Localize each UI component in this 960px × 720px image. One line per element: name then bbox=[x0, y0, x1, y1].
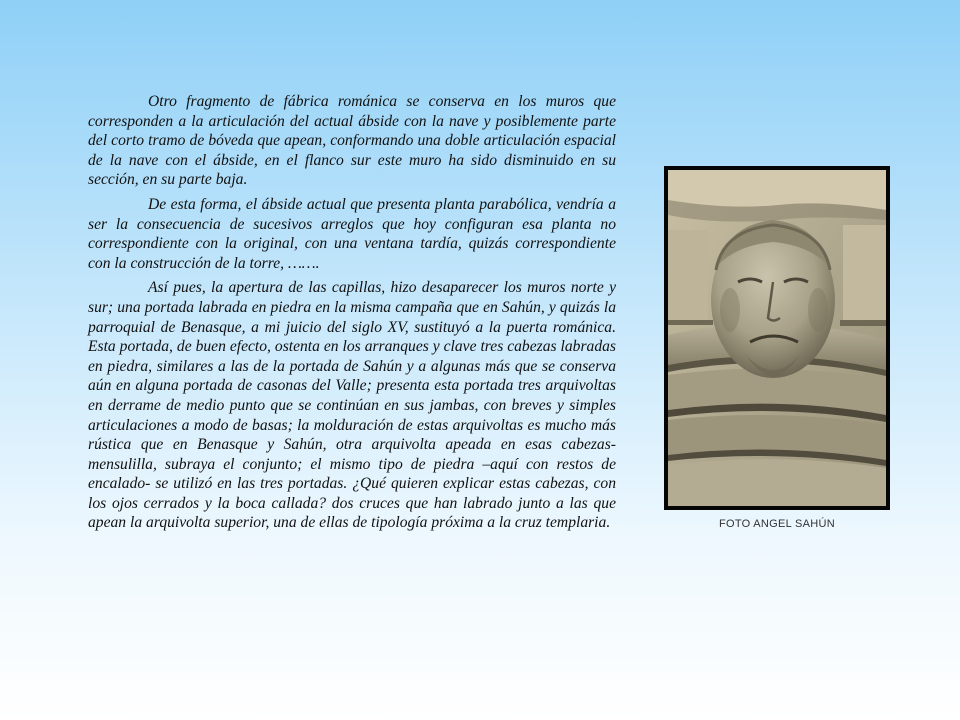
stone-head-photo bbox=[668, 170, 886, 506]
photo-frame bbox=[664, 166, 890, 510]
photo-caption: FOTO ANGEL SAHÚN bbox=[718, 518, 836, 530]
paragraph-3: Así pues, la apertura de las capillas, hizo desaparecer los muros norte y sur; una portada labrada en piedra en la misma campaña que en Sahún, y quizás la parroquial de Benasque, a mi juicio del siglo XV, sustituyó a la puerta románica. Esta portada, de buen efecto, ostenta en los arranques y clave tres cabezas labradas en piedra, similares a las de la portada de Sahún y a algunas más que se conserva aún en alguna portada de casonas del Valle; presenta esta portada tres arquivoltas en derrame de medio punto que se continúan en sus jambas, con breves y simples articulaciones a modo de basas; la molduración de estas arquivoltas es mucho más rústica que en Benasque y Sahún, otra arquivolta apeada en esas cabezas-mensulilla, subraya el conjunto; el mismo tipo de piedra –aquí con restos de encalado- se utilizó en las tres portadas. ¿Qué quieren explicar estas cabezas, con los ojos cerrados y la boca callada? dos cruces que han labrado junto a las que apean la arquivolta superior, una de ellas de tipología próxima a la cruz templaria. bbox=[88, 279, 616, 532]
article-text bbox=[88, 92, 616, 538]
paragraph-1: Otro fragmento de fábrica románica se conserva en los muros que corresponden a la articulación del actual ábside con la nave y posiblemente parte del corto tramo de bóveda que apean, conformando una doble articulación espacial de la nave con el ábside, en el flanco sur este muro ha sido disminuido en su sección, en su parte baja. bbox=[88, 93, 616, 189]
paragraph-2: De esta forma, el ábside actual que presenta planta parabólica, vendría a ser la consecuencia de sucesivos arreglos que hoy configuran esa planta no correspondiente con la original, con una ventana tardía, quizás correspondiente con la construcción de la torre, ……. bbox=[88, 195, 616, 272]
